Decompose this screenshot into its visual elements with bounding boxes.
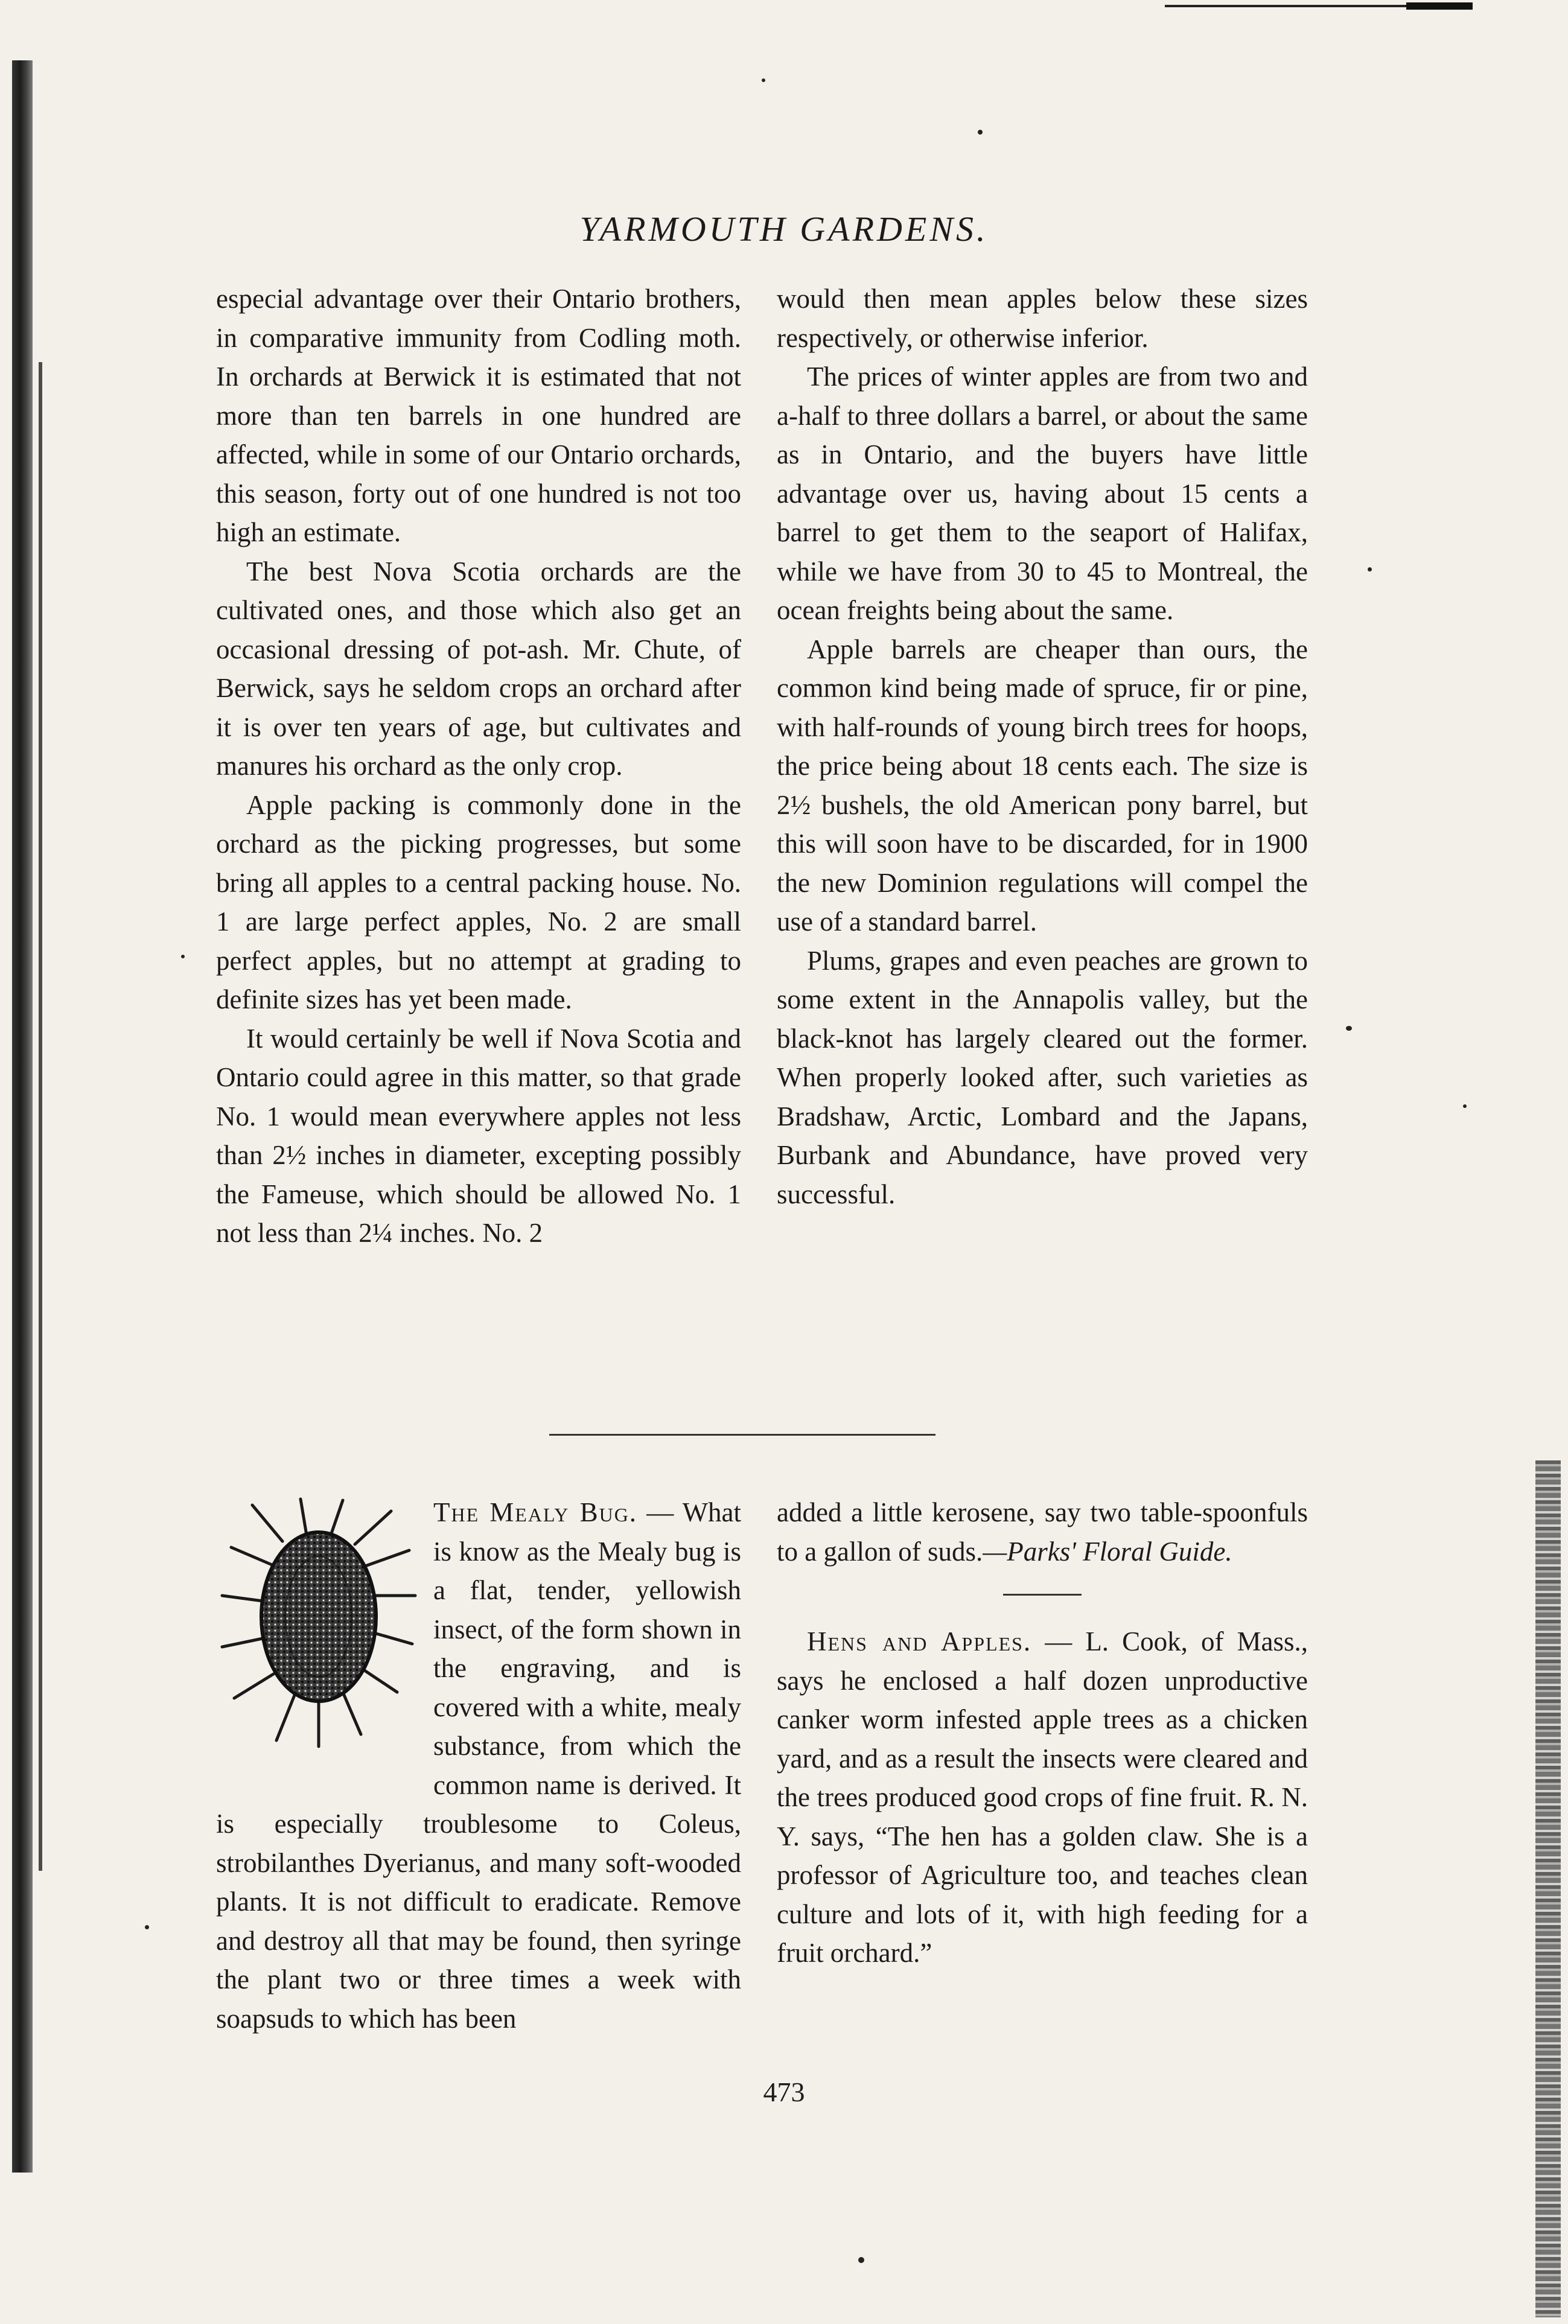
paragraph	[777, 1622, 1308, 1973]
scan-binding-shadow	[12, 60, 33, 2173]
scan-speck	[762, 78, 765, 82]
article-heading: Hens and Apples.	[807, 1626, 1032, 1657]
article-heading: The Mealy Bug.	[433, 1497, 638, 1527]
paragraph: Apple packing is commonly done in the orchard as the picking progresses, but some bring all apples to a central packing house. No. 1 are large perfect apples, No. 2 are small perfect apples, but no attempt at grading to definite sizes has yet been made.	[216, 789, 741, 1014]
paragraph	[777, 1493, 1308, 1571]
scan-speck	[858, 2257, 864, 2263]
heading-dash: —	[637, 1497, 683, 1527]
article-body: What is know as the Mealy bug is a flat, tender, yellowish insect, of the form shown in the engraving, and is covered with a white, mealy substance, from which the common name is derived. It is especially troublesome to Coleus, strobilanthes Dyerianus, and many soft-wooded plants. It is not difficult to eradicate. Remove and destroy all that may be found, then syringe the plant two or three times a week with soapsuds to which has been	[216, 1497, 742, 2034]
paragraph: The best Nova Scotia orchards are the cultivated ones, and those which also get an occasional dressing of pot-ash. Mr. Chute, of Berwick, says he seldom crops an orchard after it is over ten years of age, but cultivates and manures his orchard as the only crop.	[216, 556, 741, 781]
paragraph: Plums, grapes and even peaches are grown to some extent in the Annapolis valley, but the black-knot has largely cleared out the former. When properly looked after, such varieties as Bradshaw, Arctic, Lombard and the Japans, Burbank and Abundance, have proved very successful.	[777, 945, 1308, 1209]
mealy-bug-icon	[216, 1493, 421, 1795]
running-header: YARMOUTH GARDENS.	[579, 209, 989, 249]
scan-binding-line	[39, 362, 42, 1871]
page-number: 473	[763, 2077, 805, 2107]
paragraph: would then mean apples below these sizes respectively, or otherwise inferior.	[777, 284, 1308, 353]
short-divider	[1003, 1594, 1082, 1596]
paragraph: It would certainly be well if Nova Scotia and Ontario could agree in this matter, so that grade No. 1 would mean everywhere apples not less than 2½ inches in diameter, excepting possibly the Fameuse, which should be allowed No. 1 not less than 2¼ inches. No. 2	[216, 1023, 741, 1248]
scan-speck	[978, 130, 983, 135]
paragraph: Apple barrels are cheaper than ours, the common kind being made of spruce, fir or pine, with half-rounds of young birch trees for hoops, the price being about 18 cents each. The size is 2½ bushels, the old American pony barrel, but this will soon have to be discarded, for in 1900 the new Dominion regulations will compel the use of a standard barrel.	[777, 634, 1308, 937]
section-divider	[549, 1434, 935, 1436]
left-column	[216, 279, 741, 1253]
paragraph: The prices of winter apples are from two and a-half to three dollars a barrel, or about the same as in Ontario, and the buyers have little advantage over us, having about 15 cents a barrel to get them to the seaport of Halifax, while we have from 30 to 45 to Montreal, the ocean freights being about the same.	[777, 361, 1308, 625]
scan-speck	[1368, 567, 1372, 571]
scan-speck	[145, 1925, 149, 1929]
mealy-bug-engraving	[216, 1493, 421, 1795]
heading-dash: —	[1031, 1626, 1086, 1657]
scan-speck	[1463, 1104, 1467, 1108]
paragraph: especial advantage over their Ontario brothers, in comparative immunity from Codling moth. In orchards at Berwick it is estimated that not more than ten barrels in one hundred are affected, while in some of our Ontario orchards, this season, forty out of one hundred is not too high an estimate.	[216, 284, 741, 547]
article-body: L. Cook, of Mass., says he enclosed a half dozen unproductive canker worm infested apple trees as a chicken yard, and as a result the insects were cleared and the trees produced good crops of fine fruit. R. N. Y. says, “The hen has a golden claw. She is a professor of Agriculture too, and teaches clean culture and lots of it, with high feeding for a fruit orchard.”	[777, 1626, 1308, 1968]
top-rule-mark	[1406, 2, 1473, 10]
scan-edge-artifact	[1535, 1460, 1561, 2317]
scan-speck	[181, 955, 185, 958]
right-lower-column	[777, 1493, 1308, 1973]
right-column	[777, 279, 1308, 1214]
mealy-bug-article	[216, 1493, 741, 2038]
scan-speck	[1346, 1026, 1352, 1031]
article-continuation: added a little kerosene, say two table-spoonfuls to a gallon of suds.	[777, 1497, 1308, 1567]
article-source: —Parks' Floral Guide.	[983, 1536, 1232, 1567]
